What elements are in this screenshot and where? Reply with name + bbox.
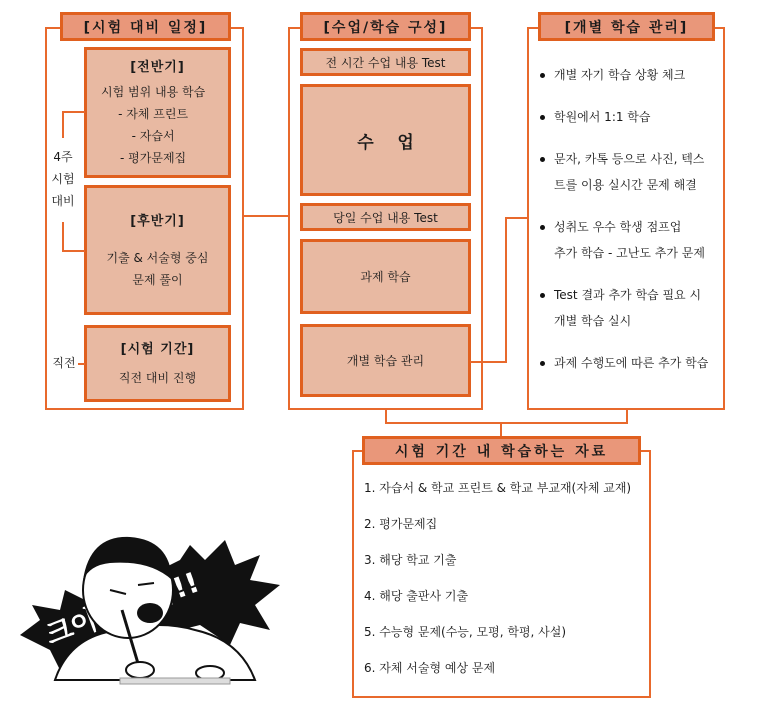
individual-item-line: 문자, 카톡 등으로 사진, 텍스 bbox=[554, 152, 705, 166]
connector-line bbox=[470, 361, 507, 363]
materials-item: 4. 해당 출판사 기출 bbox=[364, 589, 469, 603]
connector-line bbox=[243, 215, 289, 217]
lesson-step-class bbox=[300, 84, 471, 196]
lesson-step-individual bbox=[300, 324, 471, 397]
materials-item: 2. 평가문제집 bbox=[364, 517, 438, 531]
individual-item-line: 과제 수행도에 따른 추가 학습 bbox=[554, 356, 709, 370]
materials-item: 3. 해당 학교 기출 bbox=[364, 553, 457, 567]
bracket-line bbox=[62, 250, 85, 252]
just-before-label: 직전 bbox=[52, 356, 76, 370]
materials-item: 1. 자습서 & 학교 프린트 & 학교 부교재(자체 교재) bbox=[364, 481, 632, 495]
lesson-title: [수업/학습 구성] bbox=[300, 12, 471, 41]
exam-period-line: 직전 대비 진행 bbox=[118, 371, 197, 385]
first-half-lines bbox=[101, 81, 205, 169]
lesson-step-homework bbox=[300, 239, 471, 314]
bracket-line bbox=[62, 111, 85, 113]
lesson-step-label: 수 업 bbox=[357, 132, 414, 153]
individual-item-line: 트를 이용 실시간 문제 해결 bbox=[554, 178, 697, 192]
four-week-label-line: 시험 bbox=[51, 172, 75, 186]
first-half-line: - 자체 프린트 bbox=[118, 107, 189, 121]
exam-period-heading: [시험 기간] bbox=[120, 342, 195, 357]
lesson-step-label: 개별 학습 관리 bbox=[346, 354, 425, 368]
four-week-label bbox=[48, 146, 78, 212]
individual-item-line: 개별 자기 학습 상황 체크 bbox=[554, 68, 686, 82]
studying-student-icon bbox=[10, 505, 290, 695]
second-half-heading: [후반기] bbox=[130, 213, 185, 229]
second-half-box bbox=[84, 185, 231, 315]
individual-item bbox=[534, 62, 724, 88]
individual-item bbox=[534, 214, 724, 266]
individual-item bbox=[534, 350, 724, 376]
cartoon-illustration bbox=[10, 505, 290, 695]
lesson-step-previous-test bbox=[300, 48, 471, 76]
lesson-step-label: 전 시간 수업 내용 Test bbox=[325, 55, 446, 70]
individual-item bbox=[534, 282, 724, 334]
bracket-line bbox=[78, 363, 85, 365]
four-week-label-line: 대비 bbox=[51, 194, 75, 208]
connector-line bbox=[385, 409, 387, 423]
connector-line bbox=[626, 409, 628, 423]
bracket-line bbox=[62, 111, 64, 138]
individual-item bbox=[534, 146, 724, 198]
lesson-step-label: 과제 학습 bbox=[360, 270, 411, 284]
materials-title: 시험 기간 내 학습하는 자료 bbox=[362, 436, 641, 465]
second-half-line: 기출 & 서술형 중심 bbox=[106, 250, 209, 265]
individual-item-line: 개별 학습 실시 bbox=[554, 314, 632, 328]
exam-period-box bbox=[84, 325, 231, 402]
first-half-line: 시험 범위 내용 학습 bbox=[101, 85, 206, 99]
lesson-step-label: 당일 수업 내용 Test bbox=[333, 210, 438, 225]
bracket-line bbox=[62, 222, 64, 252]
individual-item bbox=[534, 104, 724, 130]
lesson-step-today-test bbox=[300, 203, 471, 231]
first-half-line: - 평가문제집 bbox=[120, 151, 187, 165]
first-half-box bbox=[84, 47, 231, 178]
connector-line bbox=[505, 217, 528, 219]
individual-item-line: 성취도 우수 학생 점프업 bbox=[554, 220, 682, 234]
second-half-line: 문제 풀이 bbox=[132, 272, 183, 287]
individual-item-line: 추가 학습 - 고난도 추가 문제 bbox=[554, 246, 705, 260]
individual-item-line: Test 결과 추가 학습 필요 시 bbox=[554, 288, 702, 302]
first-half-line: - 자습서 bbox=[131, 129, 175, 143]
connector-line bbox=[385, 422, 628, 424]
second-half-lines bbox=[107, 247, 209, 291]
schedule-title: [시험 대비 일정] bbox=[60, 12, 231, 41]
materials-item: 5. 수능형 문제(수능, 모평, 학평, 사설) bbox=[364, 625, 567, 639]
connector-line bbox=[505, 217, 507, 363]
first-half-heading: [전반기] bbox=[130, 60, 185, 75]
four-week-label-line: 4주 bbox=[53, 150, 73, 164]
materials-item: 6. 자체 서술형 예상 문제 bbox=[364, 661, 496, 675]
materials-list bbox=[364, 470, 648, 686]
individual-item-line: 학원에서 1:1 학습 bbox=[554, 110, 651, 124]
individual-list bbox=[534, 62, 724, 376]
individual-title: [개별 학습 관리] bbox=[538, 12, 715, 41]
